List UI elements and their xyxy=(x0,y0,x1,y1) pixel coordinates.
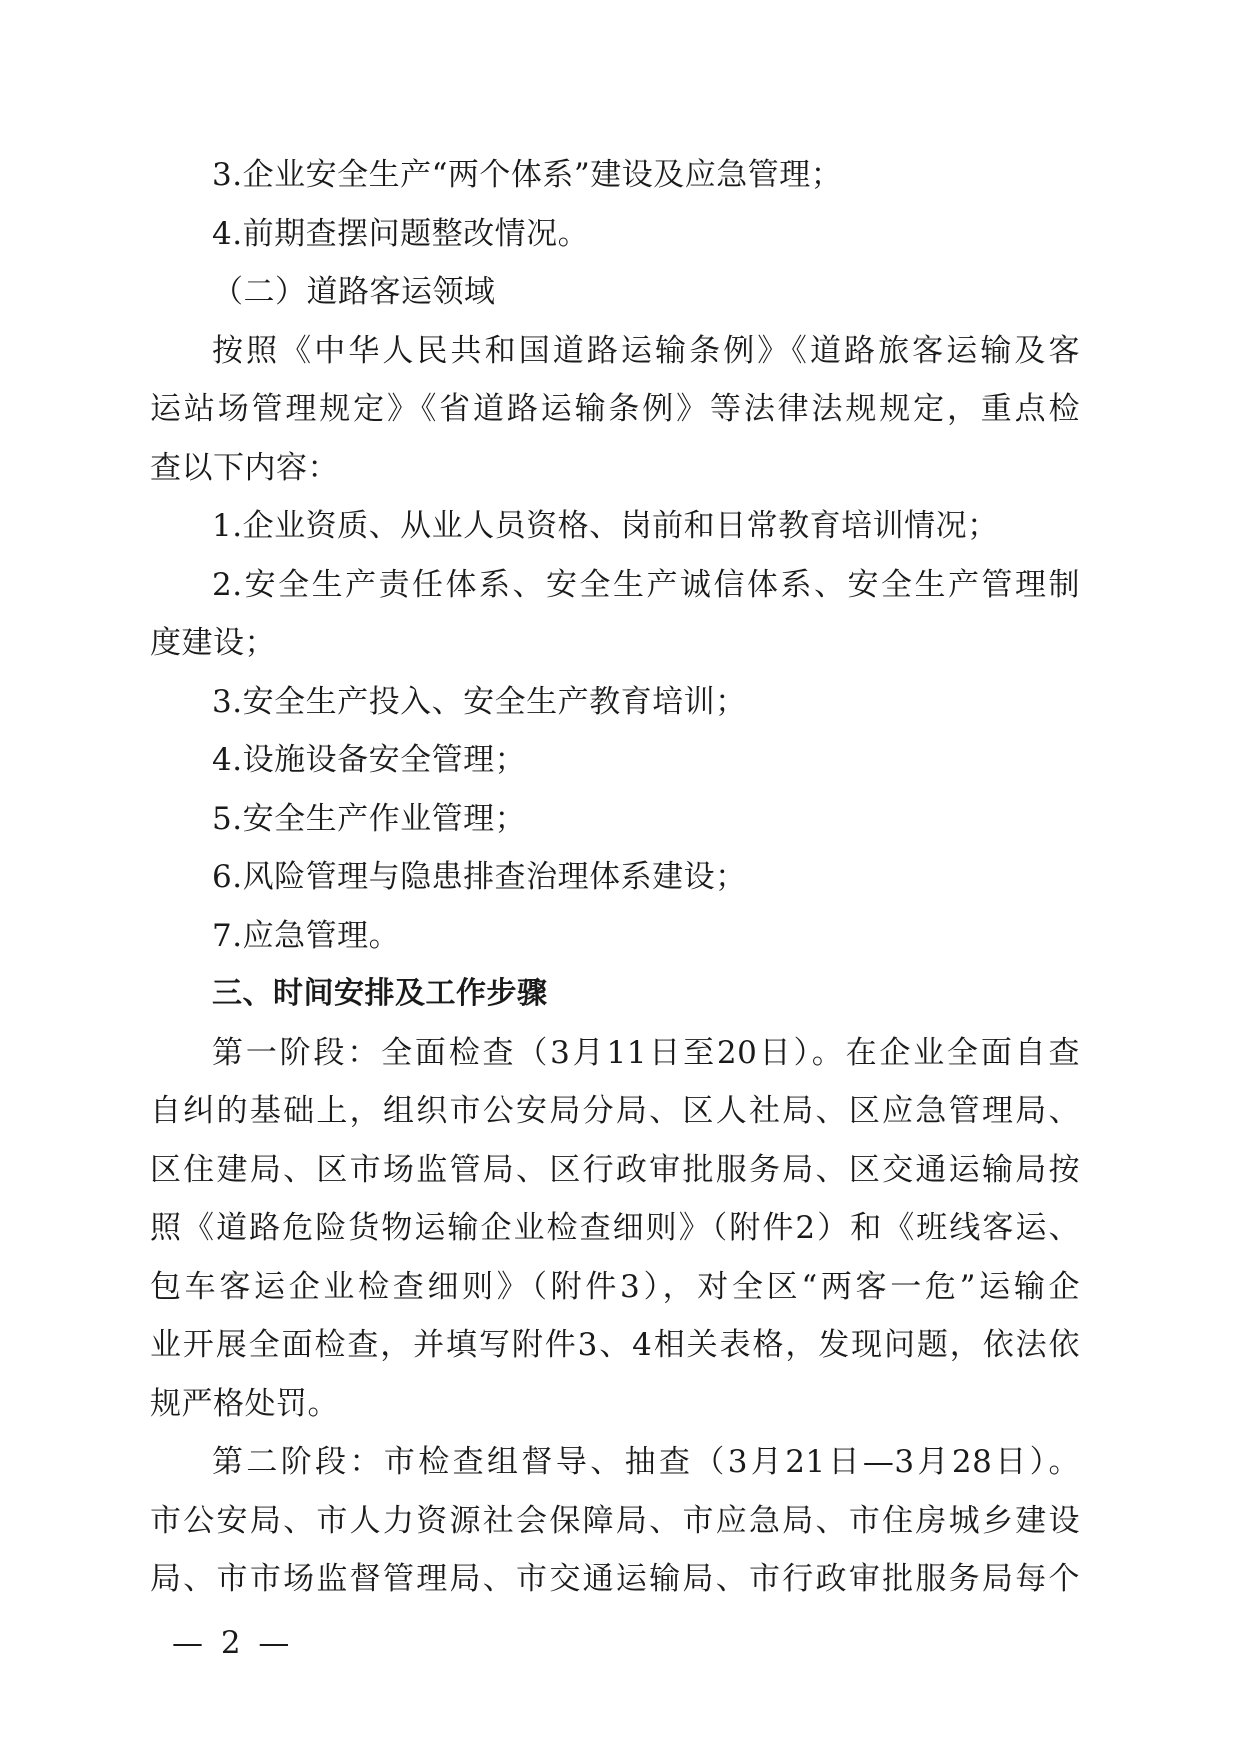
paragraph-line: 业开展全面检查，并填写附件3、4相关表格，发现问题，依法依 xyxy=(150,1327,1080,1363)
paragraph-line: 运站场管理规定》《省道路运输条例》等法律法规规定，重点检 xyxy=(150,391,1080,427)
paragraph-line: 包车客运企业检查细则》（附件3），对全区“两客一危”运输企 xyxy=(150,1268,1080,1305)
paragraph-line: 按照《中华人民共和国道路运输条例》《道路旅客运输及客 xyxy=(212,332,1080,369)
list-item: 4.前期查摆问题整改情况。 xyxy=(212,215,590,252)
list-item: 3.企业安全生产“两个体系”建设及应急管理； xyxy=(212,157,843,193)
list-item: 6.风险管理与隐患排查治理体系建设； xyxy=(212,859,747,895)
page-number: — 2 — xyxy=(172,1625,294,1661)
paragraph-line: 市公安局、市人力资源社会保障局、市应急局、市住房城乡建设 xyxy=(150,1502,1080,1539)
list-item: 3.安全生产投入、安全生产教育培训； xyxy=(212,683,747,720)
list-item: 4.设施设备安全管理； xyxy=(212,742,527,778)
paragraph-line: 第二阶段：市检查组督导、抽查（3月21日—3月28日）。 xyxy=(212,1444,1080,1480)
section-subheading: （二）道路客运领域 xyxy=(212,274,496,310)
paragraph-line: 局、市市场监督管理局、市交通运输局、市行政审批服务局每个 xyxy=(150,1561,1080,1597)
list-item: 7.应急管理。 xyxy=(212,917,401,954)
paragraph-line: 自纠的基础上，组织市公安局分局、区人社局、区应急管理局、 xyxy=(150,1093,1080,1129)
list-item: 5.安全生产作业管理； xyxy=(212,800,527,837)
list-item: 1.企业资质、从业人员资格、岗前和日常教育培训情况； xyxy=(212,508,999,544)
paragraph-line: 照《道路危险货物运输企业检查细则》（附件2）和《班线客运、 xyxy=(150,1210,1080,1246)
section-heading: 三、时间安排及工作步骤 xyxy=(212,976,548,1011)
list-item-continuation: 度建设； xyxy=(150,625,276,661)
paragraph-line: 区住建局、区市场监管局、区行政审批服务局、区交通运输局按 xyxy=(150,1151,1080,1188)
document-body xyxy=(150,146,1080,1609)
list-item: 2.安全生产责任体系、安全生产诚信体系、安全生产管理制 xyxy=(212,566,1080,603)
paragraph-line: 规严格处罚。 xyxy=(150,1385,339,1422)
paragraph-line: 查以下内容： xyxy=(150,449,339,486)
paragraph-line: 第一阶段：全面检查（3月11日至20日）。在企业全面自查 xyxy=(212,1034,1080,1071)
